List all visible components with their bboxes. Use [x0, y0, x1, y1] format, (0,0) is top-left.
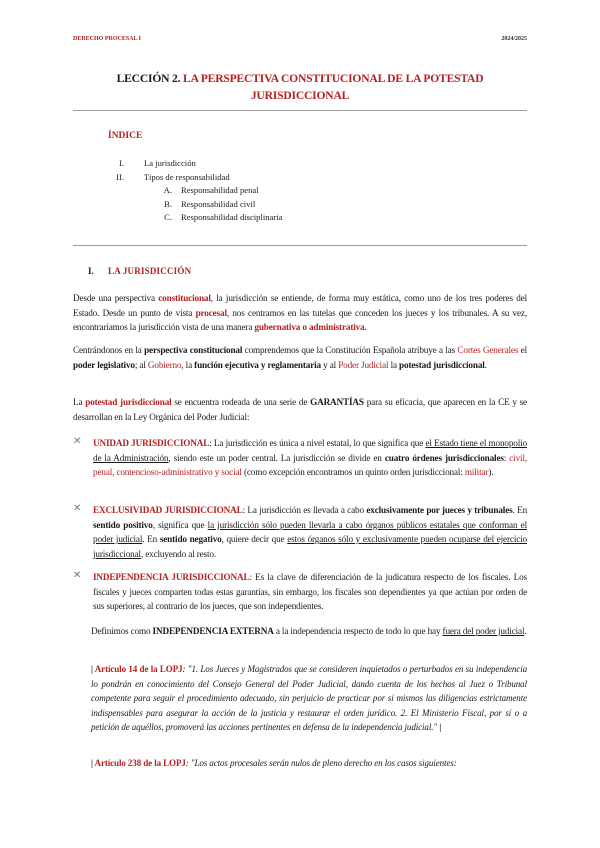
text-run-emph: Artículo 238 de la LOPJ: [94, 758, 186, 768]
index-item-num: A.: [163, 185, 172, 195]
section-heading: [88, 266, 192, 276]
bullet-text: [93, 436, 527, 480]
text-run: el: [518, 345, 527, 355]
text-run: .: [484, 359, 487, 370]
text-run: la: [388, 359, 400, 370]
title-prefix: LECCIÓN 2.: [116, 72, 181, 85]
text-run-red: Gobierno: [147, 359, 182, 370]
text-run: : "Los actos procesales serán nulos de pleno derecho en los casos siguientes:: [185, 758, 457, 768]
text-run: :: [503, 452, 510, 463]
text-run-emph: Artículo 14 de la LOPJ: [94, 664, 183, 674]
text-run-emph: INDEPENDENCIA JURISDICCIONAL: [93, 572, 250, 582]
text-run: ; al: [134, 359, 148, 370]
index-item-num: II.: [116, 172, 124, 182]
text-run: , siendo este un poder central. La jurisdicción se divide en: [168, 452, 385, 463]
bullet-exclusividad: [73, 503, 527, 561]
index-item-label: Responsabilidad penal: [181, 185, 259, 195]
text-run: a la independencia respecto de todo lo que hay: [273, 626, 443, 636]
text-run: ).: [488, 467, 494, 478]
text-run: Desde una perspectiva: [73, 293, 159, 303]
text-run-red: Cortes Generales: [457, 345, 519, 355]
text-run: Centrándonos en la: [73, 345, 145, 355]
index-item-label: La jurisdicción: [144, 158, 196, 168]
index-item-label: Responsabilidad disciplinaria: [181, 212, 283, 222]
text-run: . En: [142, 534, 160, 545]
text-run-emph: EXCLUSIVIDAD JURISDICCIONAL: [93, 505, 243, 515]
bullet-independencia: [73, 570, 527, 614]
quote-article-238: [91, 756, 527, 771]
paragraph-guarantees: [73, 395, 527, 424]
index-heading: ÍNDICE: [108, 131, 143, 141]
title-line1: LA PERSPECTIVA CONSTITUCIONAL DE LA POTESTAD: [183, 72, 484, 85]
text-run-bold: GARANTÍAS: [310, 397, 364, 407]
index-item-num: C.: [164, 212, 172, 222]
text-run: , la: [181, 359, 195, 370]
text-run-bold: |: [91, 758, 95, 768]
text-run-bold: INDEPENDENCIA EXTERNA: [152, 626, 274, 636]
text-run-emph: procesal: [195, 307, 227, 318]
text-run-emph: constitucional: [158, 293, 211, 303]
text-run: : "1. Los Jueces y Magistrados que se consideren inquietados o perturbados en su independencia lo pondrán en conocimiento del Consejo General del Poder Judicial, dando cuenta de los hechos al Juez o Tribunal competente para seguir el procedimiento adecuado, sin perjuicio de practicar por sí mismos las diligencias estrictamente indispensables para asegurar la acción de la justicia y restaurar el orden jurídico. 2. El Ministerio Fiscal, por sí o a petición de aquéllos, promoverá las acciones pertinentes en defensa de la independencia judicial.": [91, 664, 528, 733]
text-run-underlined: el Estado tiene el monopolio de la Administración: [93, 438, 527, 463]
text-run-emph: gubernativa o administrativa: [254, 322, 365, 333]
text-run: Definimos como: [91, 626, 153, 636]
text-run-underlined: fuera del poder judicial: [442, 626, 525, 636]
text-run-bold: potestad jurisdiccional: [399, 359, 485, 370]
divider-index: [73, 245, 527, 246]
paragraph-perspectives: [73, 291, 527, 335]
paragraph-external-independence: [91, 624, 527, 639]
text-run-bold: cuatro órdenes jurisdiccionales: [384, 452, 504, 463]
text-run-red: civil, penal, contencioso-administrativo y social: [93, 452, 527, 478]
index-item-label: Tipos de responsabilidad: [144, 172, 230, 182]
text-run: . En: [512, 505, 528, 515]
bullet-text: [93, 503, 527, 561]
page-title: [73, 70, 527, 104]
text-run: .: [524, 626, 527, 636]
paragraph-constitutional: [73, 343, 527, 372]
text-run: , quiere decir que: [221, 534, 288, 545]
text-run: y al: [320, 359, 339, 370]
header-year: 2024/2025: [501, 36, 527, 42]
text-run-bold: |: [437, 722, 442, 733]
index-item-num: B.: [164, 199, 172, 209]
section-num: I.: [88, 266, 94, 276]
text-run-bold: sentido negativo: [159, 534, 222, 545]
text-run: , significa que: [152, 519, 208, 530]
divider-top: [73, 110, 527, 111]
text-run: .: [364, 322, 367, 333]
bullet-unidad: [73, 436, 527, 480]
header-course: DERECHO PROCESAL I: [73, 36, 142, 42]
text-run-bold: sentido positivo: [93, 519, 153, 530]
text-run: se encuentra rodeada de una serie de: [171, 397, 311, 407]
x-mark-icon: ✕: [73, 503, 82, 514]
title-line2: JURISDICCIONAL: [250, 89, 350, 102]
section-title: LA JURISDICCIÓN: [108, 266, 192, 276]
text-run: , excluyendo al resto.: [140, 548, 216, 559]
index-item-label: Responsabilidad civil: [181, 199, 256, 209]
text-run-emph: potestad jurisdiccional: [85, 397, 172, 407]
text-run-red: militar: [464, 467, 489, 478]
quote-article-14: [91, 662, 527, 735]
x-mark-icon: ✕: [73, 570, 82, 581]
text-run: : La jurisdicción es única a nivel estatal, lo que significa que: [209, 438, 426, 448]
text-run-red: Poder Judicial: [338, 359, 389, 370]
text-run-bold: |: [91, 664, 95, 674]
bullet-text: [93, 570, 527, 614]
text-run-underlined: estos órganos sólo y exclusivamente pueden ocuparse del ejercicio jurisdiccional: [93, 534, 527, 559]
x-mark-icon: ✕: [73, 436, 82, 447]
index-item-num: I.: [118, 158, 124, 168]
text-run: , nos centramos en las tutelas que conceden los jueces y los tribunales. A su vez, encontraríamos la jurisdicción vista de una manera: [73, 307, 527, 333]
text-run: La: [73, 397, 86, 407]
text-run: para su eficacia, que aparecen en la CE y se desarrollan en la Ley Orgánica del Poder Judicial:: [73, 397, 527, 422]
text-run: (como excepción encontramos un quinto orden jurisdiccional:: [241, 467, 465, 478]
text-run-bold: exclusivamente por jueces y tribunales: [366, 505, 513, 515]
text-run: comprendemos que la Constitución Española atribuye a las: [242, 345, 458, 355]
text-run-bold: poder legislativo: [73, 359, 135, 370]
text-run: , la jurisdicción se entiende, de forma muy estática, como uno de los tres poderes del Estado. Desde un punto de vista: [73, 293, 528, 318]
text-run-bold: función ejecutiva y reglamentaria: [194, 359, 321, 370]
text-run: : Es la clave de diferenciación de la judicatura respecto de los fiscales. Los fiscales y jueces comparten todas estas garantías, sin embargo, los fiscales son dependientes ya que actúan por orden de sus superiores, al contrario de los jueces, que son independientes.: [93, 572, 527, 612]
text-run-underlined: la jurisdicción sólo pueden llevarla a cabo órganos públicos estatales que conforman el poder judicial: [93, 519, 527, 545]
text-run-emph: UNIDAD JURISDICCIONAL: [93, 438, 210, 448]
text-run: : La jurisdicción es llevada a cabo: [242, 505, 367, 515]
text-run-bold: perspectiva constitucional: [144, 345, 243, 355]
